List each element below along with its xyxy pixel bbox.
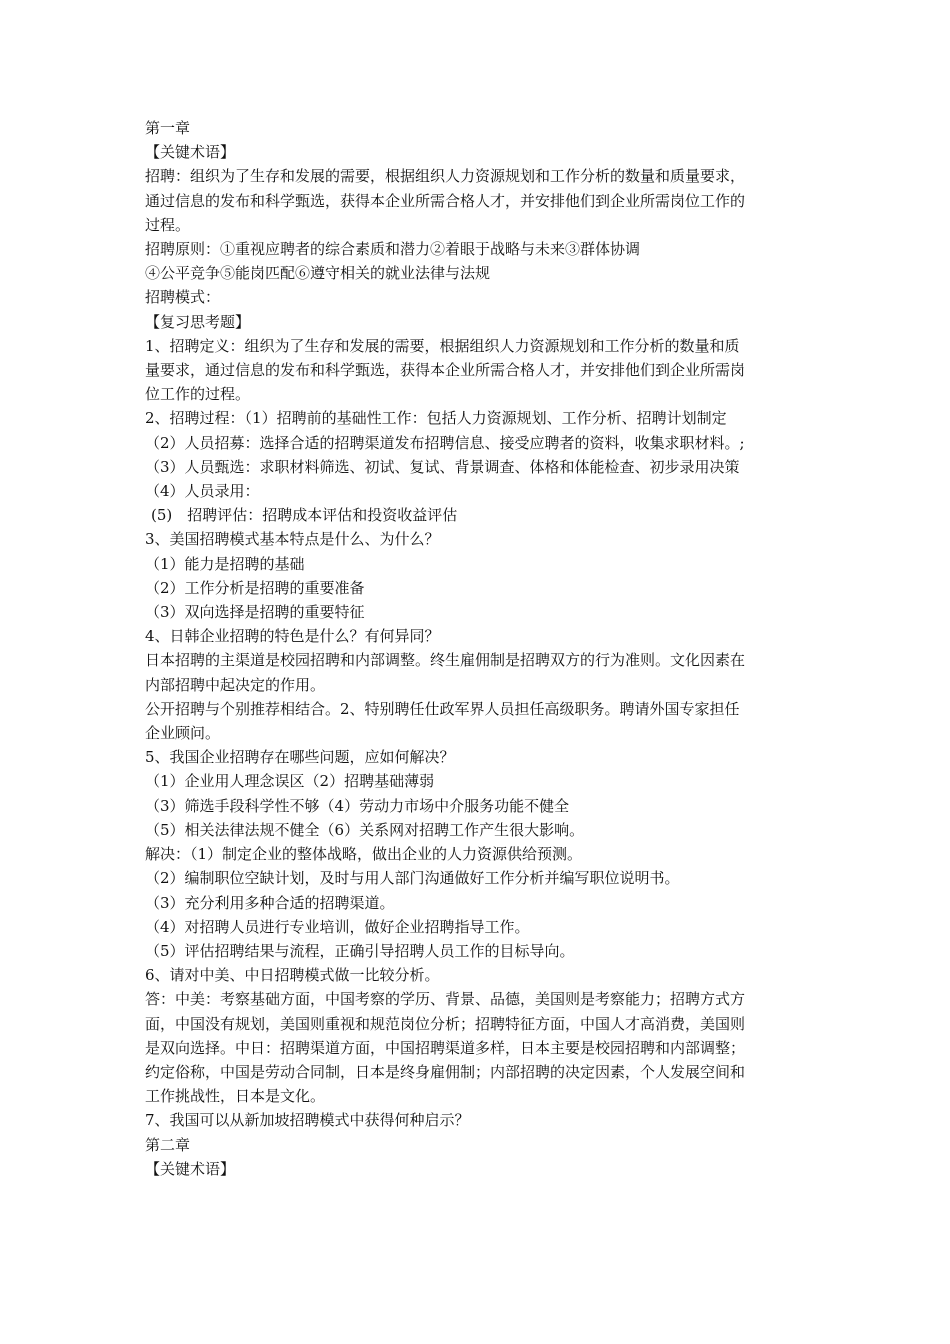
text-line: （3）充分利用多种合适的招聘渠道。 — [145, 893, 395, 912]
chapter-heading: 第二章 — [145, 1135, 191, 1154]
section-heading: 【关键术语】 — [145, 1159, 236, 1178]
text-line: （3）人员甄选：求职材料筛选、初试、复试、背景调查、体格和体能检查、初步录用决策 — [145, 457, 740, 476]
section-heading: 【复习思考题】 — [145, 312, 251, 331]
chapter-heading: 第一章 — [145, 119, 191, 137]
text-line: 招聘模式： — [145, 288, 221, 307]
text-line: 答：中美：考察基础方面，中国考察的学历、背景、品德，美国则是考察能力；招聘方式方 — [145, 990, 746, 1009]
text-line: （3）双向选择是招聘的重要特征 — [145, 603, 365, 622]
text-line: (5) 招聘评估：招聘成本评估和投资收益评估 — [151, 506, 458, 525]
text-line: 工作挑战性，日本是文化。 — [145, 1087, 326, 1106]
text-line: 量要求，通过信息的发布和科学甄选，获得本企业所需合格人才，并安排他们到企业所需岗 — [145, 361, 746, 380]
text-line: （2）编制职位空缺计划，及时与用人部门沟通做好工作分析并编写职位说明书。 — [145, 869, 680, 888]
text-line: （5）评估招聘结果与流程，正确引导招聘人员工作的目标导向。 — [145, 941, 575, 960]
text-line: 通过信息的发布和科学甄选，获得本企业所需合格人才，并安排他们到企业所需岗位工作的 — [145, 191, 746, 210]
text-line: 3、美国招聘模式基本特点是什么、为什么？ — [145, 530, 440, 549]
text-line: 5、我国企业招聘存在哪些问题，应如何解决？ — [145, 748, 455, 767]
text-line: （4）对招聘人员进行专业培训，做好企业招聘指导工作。 — [145, 917, 530, 936]
text-line: 位工作的过程。 — [145, 385, 251, 404]
text-line: 企业顾问。 — [145, 724, 221, 743]
text-line: 招聘原则：①重视应聘者的综合素质和潜力②着眼于战略与未来③群体协调 — [145, 240, 641, 259]
text-line: 日本招聘的主渠道是校园招聘和内部调整。终生雇佣制是招聘双方的行为准则。文化因素在 — [145, 651, 746, 670]
text-line: 4、日韩企业招聘的特色是什么？有何异同？ — [145, 627, 440, 646]
text-line: （3）筛选手段科学性不够（4）劳动力市场中介服务功能不健全 — [145, 796, 570, 815]
section-heading: 【关键术语】 — [145, 143, 236, 162]
text-line: 1、招聘定义：组织为了生存和发展的需要，根据组织人力资源规划和工作分析的数量和质 — [145, 336, 740, 355]
text-line: 面，中国没有规划，美国则重视和规范岗位分析；招聘特征方面，中国人才高消费，美国则 — [145, 1014, 746, 1033]
text-line: （4）人员录用： — [145, 482, 260, 501]
text-line: 内部招聘中起决定的作用。 — [145, 675, 326, 694]
text-line: 是双向选择。中日：招聘渠道方面，中国招聘渠道多样，日本主要是校园招聘和内部调整； — [145, 1038, 746, 1057]
text-line: ④公平竞争⑤能岗匹配⑥遵守相关的就业法律与法规 — [145, 264, 491, 283]
text-line: 过程。 — [145, 215, 191, 234]
text-line: （1）企业用人理念误区（2）招聘基础薄弱 — [145, 772, 435, 791]
text-line: 2、招聘过程：（1）招聘前的基础性工作：包括人力资源规划、工作分析、招聘计划制定 — [145, 409, 727, 428]
text-line: 解决：（1）制定企业的整体战略，做出企业的人力资源供给预测。 — [145, 845, 583, 864]
text-line: （5）相关法律法规不健全（6）关系网对招聘工作产生很大影响。 — [145, 820, 585, 839]
text-line: （2）工作分析是招聘的重要准备 — [145, 578, 365, 597]
text-line: 公开招聘与个别推荐相结合。2、特别聘任仕政军界人员担任高级职务。聘请外国专家担任 — [145, 699, 740, 718]
text-line: 约定俗称，中国是劳动合同制，日本是终身雇佣制；内部招聘的决定因素，个人发展空间和 — [145, 1062, 746, 1081]
document-page — [145, 116, 815, 1181]
text-line: 7、我国可以从新加坡招聘模式中获得何种启示？ — [145, 1111, 470, 1130]
text-line: （2）人员招募：选择合适的招聘渠道发布招聘信息、接受应聘者的资料，收集求职材料。; — [145, 433, 745, 452]
text-line: 6、请对中美、中日招聘模式做一比较分析。 — [145, 966, 440, 985]
text-line: 招聘：组织为了生存和发展的需要，根据组织人力资源规划和工作分析的数量和质量要求， — [145, 167, 746, 186]
text-line: （1）能力是招聘的基础 — [145, 554, 305, 573]
